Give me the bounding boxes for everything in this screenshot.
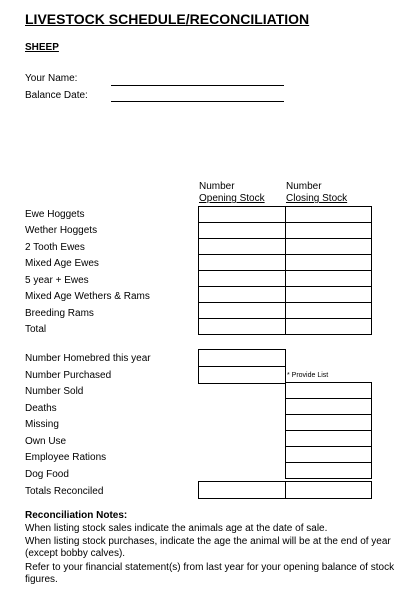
- page-title: LIVESTOCK SCHEDULE/RECONCILIATION: [25, 11, 310, 27]
- your-name-field[interactable]: [111, 85, 284, 86]
- opening-stock-header: [199, 181, 265, 205]
- row-label-mixed-age-ewes: Mixed Age Ewes: [25, 258, 99, 269]
- row-label-sold: Number Sold: [25, 386, 84, 397]
- row-label-deaths: Deaths: [25, 403, 57, 414]
- closing-cell-mixed-age-ewes[interactable]: [285, 254, 372, 271]
- row-label-employee-rations: Employee Rations: [25, 452, 107, 463]
- cell-totals-reconciled-closing[interactable]: [285, 481, 372, 499]
- notes-heading: Reconciliation Notes:: [25, 510, 128, 521]
- closing-cell-mixed-age-wethers-rams[interactable]: [285, 286, 372, 303]
- opening-cell-2-tooth-ewes[interactable]: [198, 238, 286, 255]
- closing-stock-header: [286, 181, 347, 205]
- cell-homebred[interactable]: [198, 349, 286, 367]
- row-label-totals-reconciled: Totals Reconciled: [25, 486, 104, 497]
- row-label-total: Total: [25, 324, 47, 335]
- closing-cell-wether-hoggets[interactable]: [285, 222, 372, 239]
- opening-cell-ewe-hoggets[interactable]: [198, 206, 286, 223]
- balance-date-field[interactable]: [111, 101, 284, 102]
- row-label-5-year-ewes: 5 year + Ewes: [25, 275, 89, 286]
- row-label-wether-hoggets: Wether Hoggets: [25, 225, 98, 236]
- opening-header-line2: Opening Stock: [199, 193, 265, 204]
- opening-cell-wether-hoggets[interactable]: [198, 222, 286, 239]
- closing-cell-5-year-ewes[interactable]: [285, 270, 372, 287]
- row-label-breeding-rams: Breeding Rams: [25, 308, 94, 319]
- cell-sold[interactable]: [285, 382, 372, 399]
- section-heading: SHEEP: [25, 42, 59, 53]
- balance-date-label: Balance Date:: [25, 90, 88, 101]
- opening-cell-mixed-age-ewes[interactable]: [198, 254, 286, 271]
- closing-cell-total[interactable]: [285, 318, 372, 335]
- cell-deaths[interactable]: [285, 398, 372, 415]
- closing-cell-breeding-rams[interactable]: [285, 302, 372, 319]
- row-label-2-tooth-ewes: 2 Tooth Ewes: [25, 242, 85, 253]
- opening-cell-mixed-age-wethers-rams[interactable]: [198, 286, 286, 303]
- your-name-label: Your Name:: [25, 73, 78, 84]
- closing-cell-2-tooth-ewes[interactable]: [285, 238, 372, 255]
- cell-totals-reconciled-opening[interactable]: [198, 481, 286, 499]
- notes-line-1: When listing stock sales indicate the animals age at the date of sale.: [25, 523, 328, 534]
- cell-purchased[interactable]: [198, 366, 286, 384]
- opening-header-line1: Number: [199, 181, 235, 192]
- opening-cell-total[interactable]: [198, 318, 286, 335]
- opening-cell-breeding-rams[interactable]: [198, 302, 286, 319]
- row-label-homebred: Number Homebred this year: [25, 353, 151, 364]
- closing-header-line2: Closing Stock: [286, 193, 348, 204]
- row-label-mixed-age-wethers-rams: Mixed Age Wethers & Rams: [25, 291, 150, 302]
- provide-list-note: * Provide List: [287, 372, 329, 379]
- row-label-purchased: Number Purchased: [25, 370, 112, 381]
- cell-missing[interactable]: [285, 414, 372, 431]
- closing-cell-ewe-hoggets[interactable]: [285, 206, 372, 223]
- cell-dog-food[interactable]: [285, 462, 372, 479]
- row-label-missing: Missing: [25, 419, 59, 430]
- closing-header-line1: Number: [286, 181, 322, 192]
- row-label-ewe-hoggets: Ewe Hoggets: [25, 209, 85, 220]
- cell-employee-rations[interactable]: [285, 446, 372, 463]
- notes-line-2: When listing stock purchases, indicate the age the animal will be at the end of year (except bobby calves).: [25, 536, 391, 559]
- opening-cell-5-year-ewes[interactable]: [198, 270, 286, 287]
- row-label-own-use: Own Use: [25, 436, 67, 447]
- row-label-dog-food: Dog Food: [25, 469, 69, 480]
- notes-line-3: Refer to your financial statement(s) from last year for your opening balance of stock figures.: [25, 562, 395, 585]
- cell-own-use[interactable]: [285, 430, 372, 447]
